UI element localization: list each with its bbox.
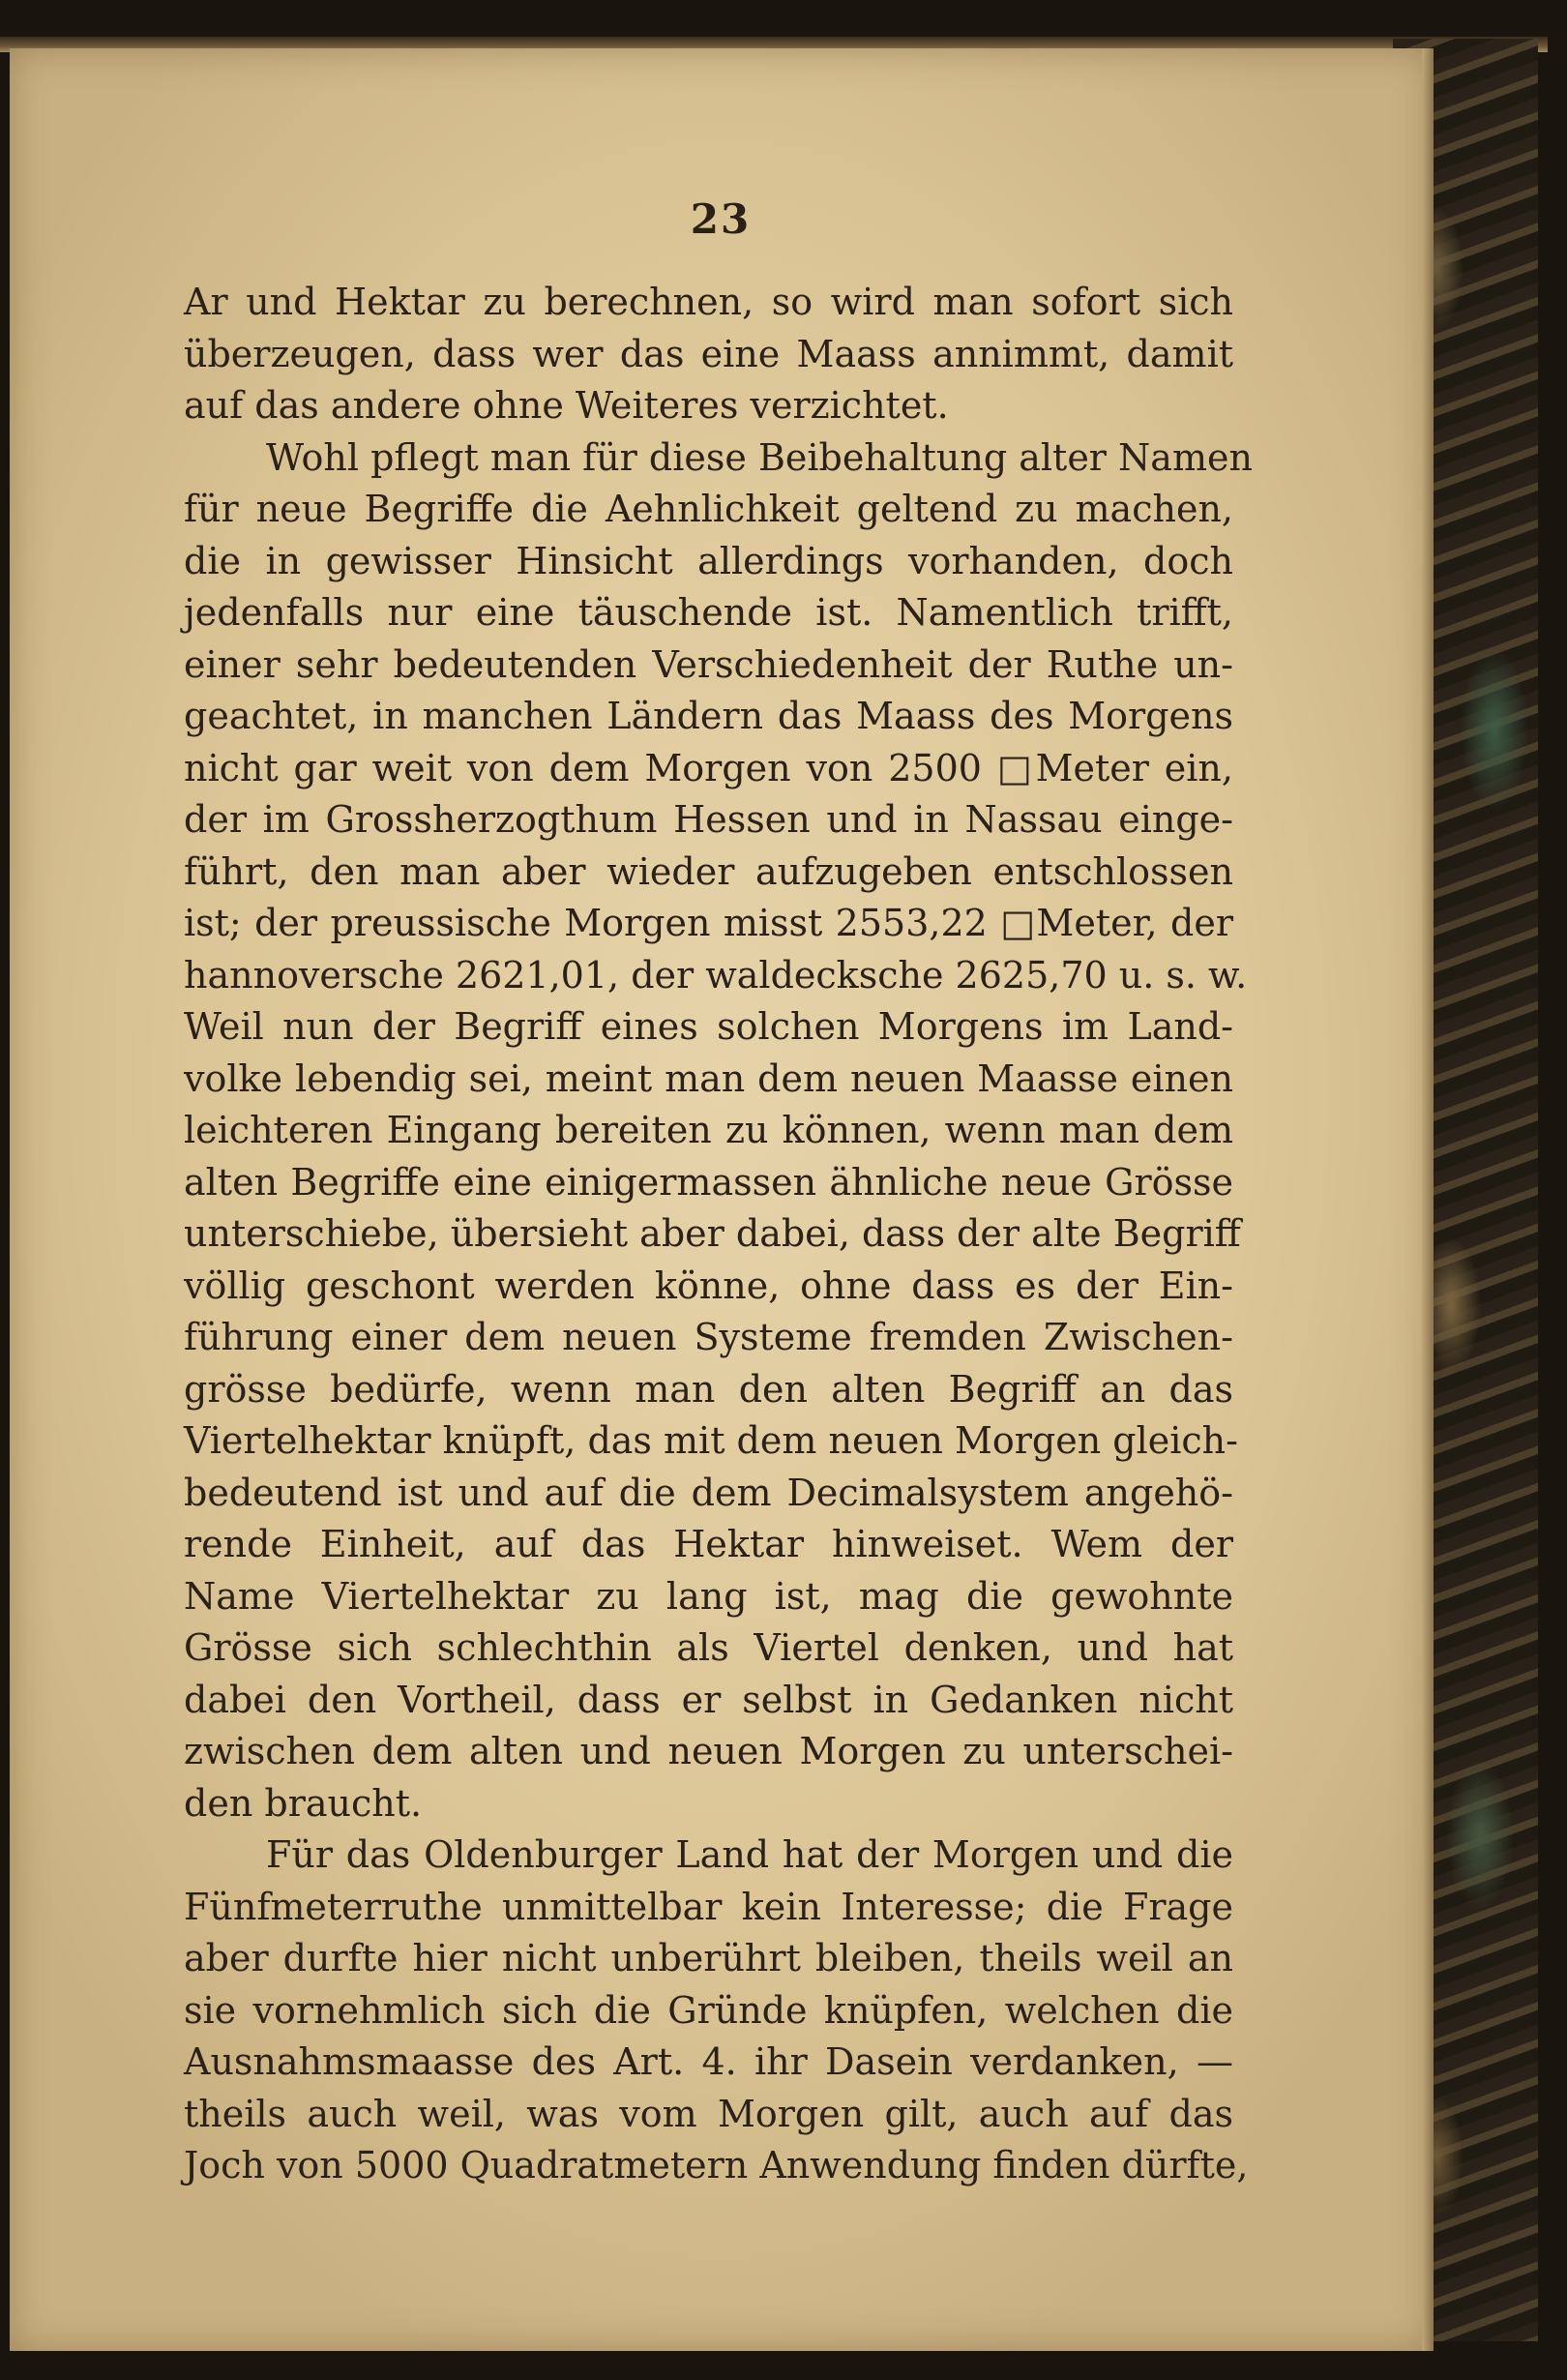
text-line: führung einer dem neuen Systeme fremden Zwischen- [184,1316,1233,1358]
text-line: volke lebendig sei, meint man dem neuen Maasse einen [184,1056,1233,1100]
paper-page [10,48,1432,2351]
text-line: jedenfalls nur eine täuschende ist. Namentlich trifft, [184,591,1233,634]
text-line: den braucht. [184,1781,423,1825]
text-line: hannoversche 2621,01, der waldecksche 2625,70 u. s. w. [184,953,1248,997]
text-line: Fünfmeterruthe unmittelbar kein Interesse; die Frage [184,1885,1233,1928]
text-line: Ar und Hektar zu berechnen, so wird man sofort sich [184,281,1233,323]
text-line: auf das andere ohne Weiteres verzichtet. [184,384,949,427]
text-line: führt, den man aber wieder aufzugeben entschlossen [184,849,1233,893]
text-line: einer sehr bedeutenden Verschiedenheit der Ruthe un- [184,642,1233,686]
text-line: nicht gar weit von dem Morgen von 2500 □Meter ein, [184,746,1233,789]
body-text [184,277,1253,2192]
text-line: sie vornehmlich sich die Gründe knüpfen, welchen die [184,1988,1233,2032]
text-line: die in gewisser Hinsicht allerdings vorhanden, doch [184,539,1233,582]
text-line: bedeutend ist und auf die dem Decimalsystem angehö- [184,1471,1233,1514]
text-line: völlig geschont werden könne, ohne dass es der Ein- [184,1264,1233,1307]
text-line: geachtet, in manchen Ländern das Maass des Morgens [184,695,1233,737]
text-line: Joch von 5000 Quadratmetern Anwendung finden dürfte, [184,2144,1249,2187]
text-line: leichteren Eingang bereiten zu können, wenn man dem [184,1109,1233,1151]
text-line: Name Viertelhektar zu lang ist, mag die gewohnte [184,1574,1233,1618]
text-line: dabei den Vortheil, dass er selbst in Gedanken nicht [184,1678,1233,1721]
page-number: 23 [690,195,752,243]
text-line: der im Grossherzogthum Hessen und in Nassau einge- [184,798,1233,841]
text-line: Für das Oldenburger Land hat der Morgen und die [266,1833,1233,1876]
page-fore-edge [1422,48,1434,2351]
text-line: überzeugen, dass wer das eine Maass annimmt, damit [184,332,1233,375]
text-line: zwischen dem alten und neuen Morgen zu unterschei- [184,1730,1233,1772]
text-line: rende Einheit, auf das Hektar hinweiset. Wem der [184,1523,1233,1565]
text-line: unterschiebe, übersieht aber dabei, dass der alte Begriff [184,1212,1241,1255]
text-line: ist; der preussische Morgen misst 2553,22 □Meter, der [184,902,1233,944]
text-line: Ausnahmsmaasse des Art. 4. ihr Dasein verdanken, — [184,2040,1233,2083]
text-line: Viertelhektar knüpft, das mit dem neuen Morgen gleich- [184,1419,1238,1462]
text-line: Weil nun der Begriff eines solchen Morgens im Land- [184,1005,1233,1048]
text-line: Grösse sich schlechthin als Viertel denken, und hat [184,1626,1233,1669]
text-line: theils auch weil, was vom Morgen gilt, auch auf das [184,2092,1233,2135]
text-line: für neue Begriffe die Aehnlichkeit geltend zu machen, [184,488,1233,530]
text-line: aber durfte hier nicht unberührt bleiben, theils weil an [184,1937,1233,1979]
text-line: Wohl pflegt man für diese Beibehaltung alter Namen [266,435,1253,479]
text-line: alten Begriffe eine einigermassen ähnliche neue Grösse [184,1160,1233,1204]
text-line: grösse bedürfe, wenn man den alten Begriff an das [184,1367,1233,1411]
